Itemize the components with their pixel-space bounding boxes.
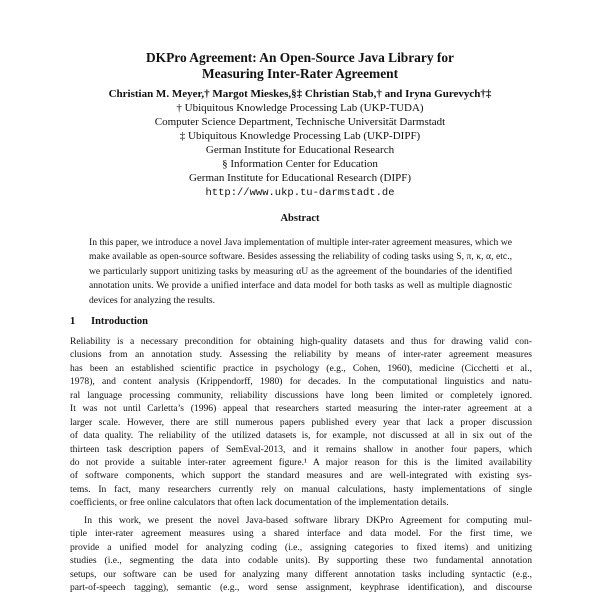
- intro-paragraph-2: [70, 514, 532, 595]
- abstract-heading: Abstract: [280, 213, 320, 224]
- text-line: It was not until Carletta’s (1996) appeal that researchers started measuring the inter-rater agreement at a: [70, 403, 532, 415]
- affiliation-line: German Institute for Educational Research (DIPF): [188, 172, 412, 185]
- author-list: Christian M. Meyer,† Margot Mieskes,§‡ Christian Stab,† and Iryna Gurevych†‡: [108, 88, 492, 100]
- section-number: 1: [70, 316, 76, 327]
- text-line: tems. In fact, many researchers currently rely on manual calculations, hasty implementations of single: [70, 483, 532, 495]
- text-line: thirteen task description papers of SemEval-2013, and it remains shallow in another four papers, which: [70, 443, 532, 455]
- paper-title-line-1: DKPro Agreement: An Open-Source Java Library for: [146, 50, 454, 65]
- affiliation-line: Computer Science Department, Technische Universität Darmstadt: [154, 116, 446, 129]
- section-title: Introduction: [91, 316, 148, 327]
- text-line: provide a unified model for analyzing coding (i.e., assigning categories to fixed items) and unitizing: [70, 541, 532, 553]
- abstract-text: In this paper, we introduce a novel Java implementation of multiple inter-rater agreement measures, which we make available as open-source software. Besides assessing the reliability of coding tasks using S, π, κ, α, etc., we particularly support unitizing tasks by measuring αU as the agreement of the boundaries of the identified annotation units. We provide a unified interface and data model for both tasks as well as multiple diagnostic devices for analyzing the results.: [89, 237, 512, 306]
- text-line: has been an established scientific practice in psychology (e.g., Cohen, 1960), medicine (Cicchetti et al.,: [70, 362, 532, 374]
- text-line: clusions from an annotation study. Assessing the reliability by means of inter-rater agreement measures: [70, 349, 532, 361]
- intro-paragraph-1: [70, 335, 532, 510]
- affiliation-line: † Ubiquitous Knowledge Processing Lab (UKP-TUDA): [176, 102, 424, 114]
- text-line: Reliability is a necessary precondition for obtaining high-quality datasets and thus for drawing valid con-: [70, 336, 532, 347]
- affiliation-line: § Information Center for Education: [222, 158, 378, 171]
- affiliation-line: German Institute for Educational Research: [205, 144, 395, 157]
- text-line: tiple inter-rater agreement measures using a shared interface and data model. For the first time, we: [70, 528, 532, 540]
- text-line: In this work, we present the novel Java-based software library DKPro Agreement for computing mul-: [84, 515, 532, 526]
- text-line: of data quality. The reliability of the utilized datasets is, for example, not discussed at all in six out of the: [70, 430, 532, 442]
- text-line: larger scale. However, there are still numerous papers published every year that lack a proper discussion: [70, 416, 532, 428]
- text-line: setups, our software can be used for analyzing many different annotation tasks including syntactic (e.g.,: [70, 568, 532, 580]
- text-line: of software components, which support the standard measures and are well-integrated with existing sys-: [70, 470, 532, 482]
- text-line: coefficients, or free online calculators that often lack documentation of the implementation details.: [70, 497, 449, 509]
- affiliation-line: ‡ Ubiquitous Knowledge Processing Lab (UKP-DIPF): [179, 130, 421, 143]
- text-line: do not provide a suitable inter-rater agreement figure.¹ A major reason for this is the limited availability: [70, 456, 532, 468]
- text-line: 1978), and content analysis (Krippendorff, 1980) for decades. In the computational linguistics and natu-: [70, 376, 532, 388]
- lab-url: http://www.ukp.tu-darmstadt.de: [205, 186, 395, 199]
- text-line: part-of-speech tagging), semantic (e.g., word sense assignment, keyphrase identification), and discourse: [70, 582, 532, 594]
- text-line: studies (i.e., segmenting the data into codable units). By supporting these two fundamental annotation: [70, 555, 532, 567]
- text-line: ral language processing community, reliability discussions have long been limited or completely ignored.: [70, 389, 532, 401]
- paper-title-line-2: Measuring Inter-Rater Agreement: [201, 66, 399, 81]
- affiliations: [0, 101, 600, 200]
- section-heading: [70, 316, 148, 327]
